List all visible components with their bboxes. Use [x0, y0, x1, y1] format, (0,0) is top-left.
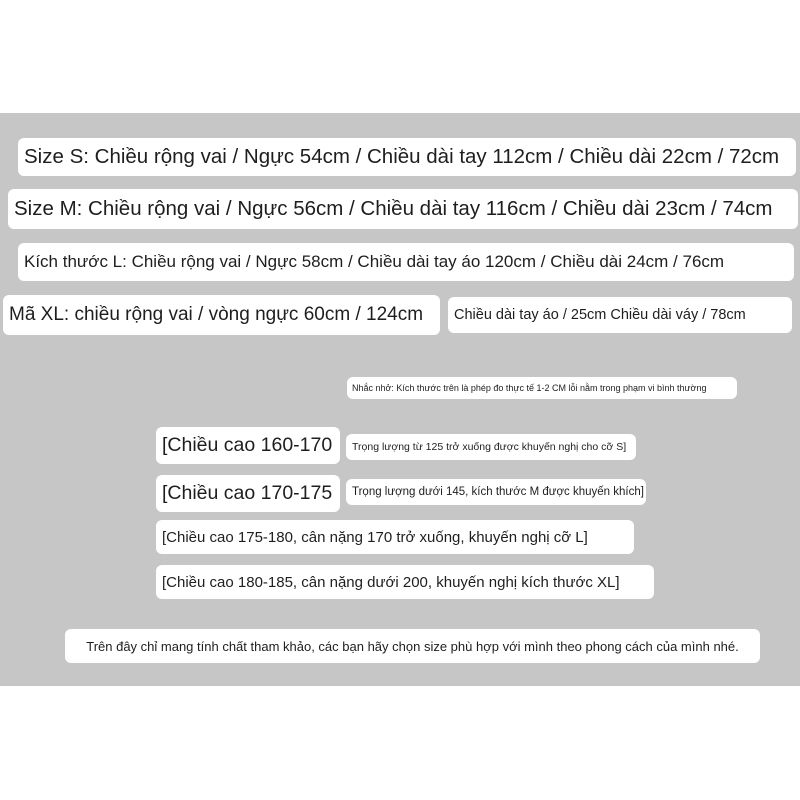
reference-footer: Trên đây chỉ mang tính chất tham khảo, các bạn hãy chọn size phù hợp với mình theo phong cách của mình nhé.: [65, 629, 760, 663]
size-s-row: Size S: Chiều rộng vai / Ngực 54cm / Chiều dài tay 112cm / Chiều dài 22cm / 72cm: [18, 138, 796, 176]
height-170-175-label: [Chiều cao 170-175: [156, 475, 340, 512]
weight-recommendation-s: Trọng lượng từ 125 trở xuống được khuyến nghị cho cỡ S]: [346, 434, 636, 460]
height-160-170-label: [Chiều cao 160-170: [156, 427, 340, 464]
recommendation-l: [Chiều cao 175-180, cân nặng 170 trở xuống, khuyến nghị cỡ L]: [156, 520, 634, 554]
size-m-row: Size M: Chiều rộng vai / Ngực 56cm / Chiều dài tay 116cm / Chiều dài 23cm / 74cm: [8, 189, 798, 229]
size-l-row: Kích thước L: Chiều rộng vai / Ngực 58cm / Chiều dài tay áo 120cm / Chiều dài 24cm / 76cm: [18, 243, 794, 281]
size-xl-row-part1: Mã XL: chiều rộng vai / vòng ngực 60cm / 124cm: [3, 295, 440, 335]
size-xl-row-part2: Chiều dài tay áo / 25cm Chiều dài váy / 78cm: [448, 297, 792, 333]
weight-recommendation-m: Trọng lượng dưới 145, kích thước M được khuyến khích]: [346, 479, 646, 505]
measurement-note: Nhắc nhở: Kích thước trên là phép đo thực tế 1-2 CM lỗi nằm trong phạm vi bình thường: [347, 377, 737, 399]
recommendation-xl: [Chiều cao 180-185, cân nặng dưới 200, khuyến nghị kích thước XL]: [156, 565, 654, 599]
